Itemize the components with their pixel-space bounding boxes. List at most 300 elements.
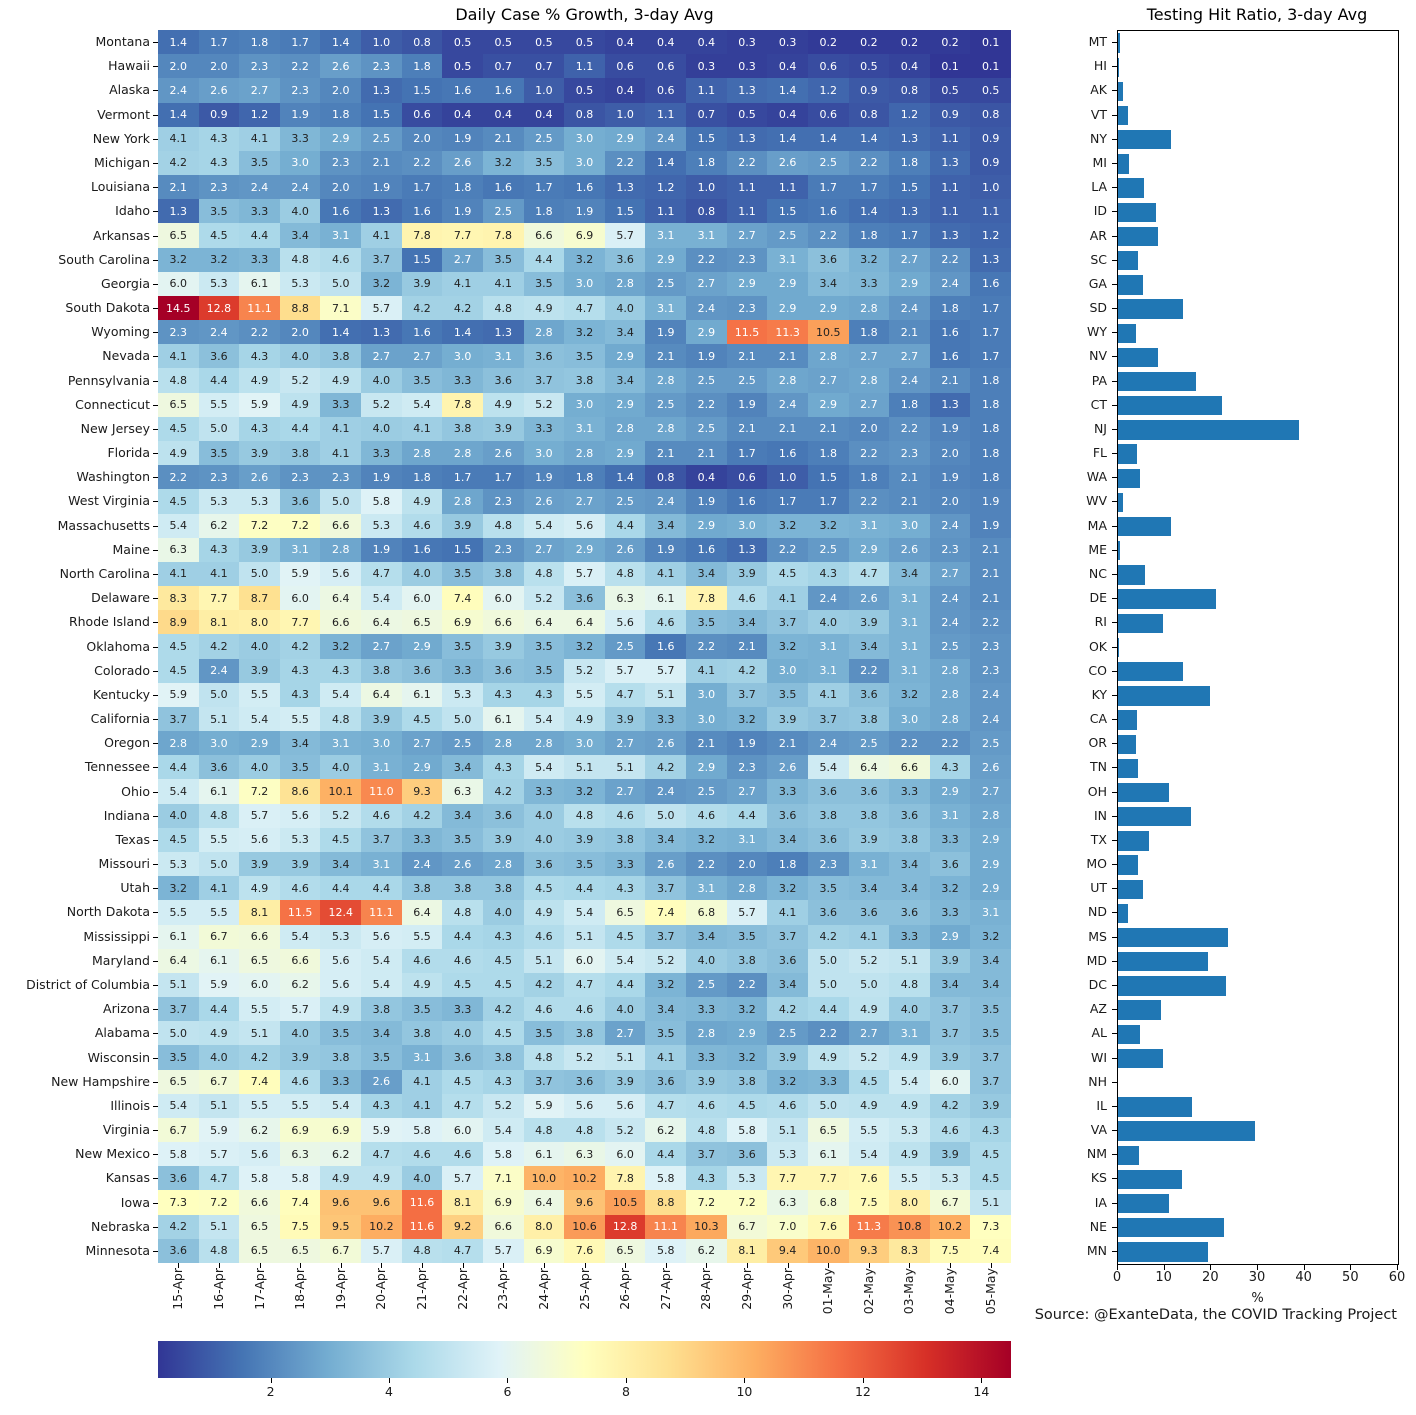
- heatmap-cell: 4.6: [361, 804, 402, 828]
- x-tick: [625, 1263, 626, 1268]
- heatmap-cell: 1.3: [727, 538, 768, 562]
- heatmap-cell: 7.8: [686, 586, 727, 610]
- heatmap-cell: 4.3: [524, 683, 565, 707]
- heatmap-cell: 4.6: [320, 248, 361, 272]
- heatmap-row-label: Louisiana: [90, 179, 150, 195]
- heatmap-cell: 3.9: [239, 538, 280, 562]
- heatmap-cell: 2.2: [727, 973, 768, 997]
- barchart-state-label: CT: [1090, 396, 1107, 412]
- heatmap-cell: 1.7: [483, 465, 524, 489]
- heatmap-cell: 8.9: [158, 610, 199, 634]
- heatmap-cell: 1.3: [483, 320, 524, 344]
- heatmap-row-label: Washington: [76, 469, 150, 485]
- heatmap-date-label: 28-Apr: [698, 1268, 714, 1310]
- heatmap-cell: 2.0: [158, 54, 199, 78]
- heatmap-date-label: 20-Apr: [373, 1268, 389, 1310]
- heatmap-cell: 2.9: [605, 393, 646, 417]
- y-tick: [153, 1154, 158, 1155]
- heatmap-cell: 3.6: [767, 804, 808, 828]
- heatmap-cell: 5.7: [483, 1239, 524, 1263]
- bar: [1118, 1194, 1169, 1213]
- heatmap-cell: 0.2: [930, 30, 971, 54]
- heatmap-cell: 2.9: [930, 925, 971, 949]
- heatmap-cell: 11.5: [280, 900, 321, 924]
- heatmap-cell: 2.4: [158, 78, 199, 102]
- y-tick: [153, 115, 158, 116]
- heatmap-cell: 5.2: [524, 586, 565, 610]
- heatmap-cell: 0.5: [849, 54, 890, 78]
- heatmap-cell: 3.4: [320, 852, 361, 876]
- heatmap-cell: 1.7: [524, 175, 565, 199]
- heatmap-grid: [158, 30, 1011, 1263]
- heatmap-cell: 2.9: [930, 779, 971, 803]
- heatmap-cell: 4.4: [605, 973, 646, 997]
- heatmap-cell: 5.1: [199, 1094, 240, 1118]
- heatmap-cell: 4.1: [402, 1070, 443, 1094]
- heatmap-cell: 6.4: [564, 610, 605, 634]
- heatmap-cell: 3.8: [361, 997, 402, 1021]
- colorbar-tick: [389, 1378, 390, 1383]
- heatmap-cell: 6.5: [158, 1070, 199, 1094]
- barchart-state-label: MN: [1086, 1242, 1107, 1258]
- heatmap-cell: 7.4: [442, 586, 483, 610]
- heatmap-cell: 14.5: [158, 296, 199, 320]
- heatmap-cell: 10.6: [564, 1215, 605, 1239]
- heatmap-cell: 2.9: [320, 127, 361, 151]
- heatmap-cell: 4.0: [199, 1045, 240, 1069]
- heatmap-cell: 5.9: [239, 393, 280, 417]
- heatmap-cell: 5.5: [402, 925, 443, 949]
- barchart-state-label: IN: [1093, 807, 1107, 823]
- heatmap-cell: 4.9: [889, 1045, 930, 1069]
- heatmap-cell: 5.2: [483, 1094, 524, 1118]
- heatmap-cell: 2.7: [727, 223, 768, 247]
- heatmap-cell: 1.0: [970, 175, 1011, 199]
- heatmap-cell: 2.8: [849, 368, 890, 392]
- heatmap-cell: 9.6: [361, 1190, 402, 1214]
- heatmap-cell: 4.2: [483, 997, 524, 1021]
- heatmap-cell: 3.1: [280, 538, 321, 562]
- heatmap-cell: 5.3: [767, 1142, 808, 1166]
- heatmap-cell: 5.5: [564, 683, 605, 707]
- barchart-state-label: MI: [1092, 154, 1107, 170]
- heatmap-cell: 4.9: [402, 973, 443, 997]
- heatmap-cell: 3.2: [199, 248, 240, 272]
- heatmap-cell: 3.1: [686, 876, 727, 900]
- heatmap-cell: 5.4: [808, 755, 849, 779]
- heatmap-cell: 2.5: [808, 151, 849, 175]
- heatmap-cell: 1.9: [442, 127, 483, 151]
- heatmap-cell: 3.5: [199, 199, 240, 223]
- heatmap-cell: 2.9: [808, 393, 849, 417]
- barchart-xtick-label: 40: [1295, 1270, 1312, 1285]
- heatmap-cell: 6.0: [280, 586, 321, 610]
- heatmap-cell: 4.0: [442, 1021, 483, 1045]
- heatmap-cell: 2.6: [483, 441, 524, 465]
- heatmap-cell: 4.3: [686, 1166, 727, 1190]
- heatmap-cell: 3.2: [889, 683, 930, 707]
- heatmap-cell: 3.1: [849, 514, 890, 538]
- heatmap-cell: 1.1: [930, 199, 971, 223]
- heatmap-cell: 1.7: [849, 175, 890, 199]
- heatmap-row-label: Texas: [115, 831, 150, 847]
- y-tick: [153, 1227, 158, 1228]
- heatmap-cell: 3.9: [239, 441, 280, 465]
- heatmap-cell: 5.5: [239, 683, 280, 707]
- x-tick: [950, 1263, 951, 1268]
- heatmap-cell: 3.8: [361, 659, 402, 683]
- heatmap-cell: 1.3: [361, 199, 402, 223]
- heatmap-cell: 2.1: [645, 441, 686, 465]
- bar: [1118, 82, 1123, 101]
- heatmap-cell: 5.6: [361, 925, 402, 949]
- heatmap-cell: 3.3: [686, 997, 727, 1021]
- heatmap-row-label: Oregon: [104, 735, 150, 751]
- heatmap-cell: 5.1: [564, 755, 605, 779]
- heatmap-cell: 3.0: [199, 731, 240, 755]
- heatmap-cell: 4.3: [320, 659, 361, 683]
- heatmap-cell: 2.0: [930, 489, 971, 513]
- heatmap-cell: 4.0: [524, 828, 565, 852]
- bar: [1118, 154, 1129, 173]
- barchart-state-label: AR: [1089, 227, 1107, 243]
- heatmap-cell: 4.2: [280, 634, 321, 658]
- heatmap-cell: 7.1: [320, 296, 361, 320]
- y-tick: [153, 912, 158, 913]
- barchart-state-label: GA: [1088, 275, 1107, 291]
- heatmap-cell: 3.5: [361, 1045, 402, 1069]
- heatmap-cell: 2.9: [727, 272, 768, 296]
- heatmap-cell: 0.7: [483, 54, 524, 78]
- barchart-state-label: VA: [1090, 1122, 1107, 1138]
- heatmap-cell: 6.1: [239, 272, 280, 296]
- heatmap-cell: 0.4: [605, 78, 646, 102]
- heatmap-date-label: 15-Apr: [170, 1268, 186, 1310]
- heatmap-row-label: Kentucky: [92, 686, 150, 702]
- heatmap-cell: 3.1: [767, 248, 808, 272]
- x-tick: [585, 1263, 586, 1268]
- heatmap-cell: 2.2: [808, 1021, 849, 1045]
- heatmap-cell: 1.3: [361, 320, 402, 344]
- heatmap-cell: 5.6: [239, 828, 280, 852]
- heatmap-cell: 1.8: [849, 320, 890, 344]
- heatmap-cell: 5.6: [280, 804, 321, 828]
- heatmap-cell: 3.1: [402, 1045, 443, 1069]
- heatmap-cell: 2.9: [402, 634, 443, 658]
- heatmap-cell: 2.8: [605, 272, 646, 296]
- bar: [1118, 565, 1145, 584]
- heatmap-cell: 2.1: [727, 344, 768, 368]
- bar: [1118, 420, 1299, 439]
- heatmap-cell: 4.3: [199, 538, 240, 562]
- x-tick: [341, 1263, 342, 1268]
- heatmap-cell: 2.1: [686, 731, 727, 755]
- heatmap-cell: 4.7: [361, 562, 402, 586]
- heatmap-date-label: 02-May: [860, 1268, 876, 1315]
- heatmap-cell: 2.6: [645, 731, 686, 755]
- heatmap-cell: 4.9: [320, 997, 361, 1021]
- heatmap-cell: 1.9: [727, 731, 768, 755]
- heatmap-cell: 1.1: [930, 127, 971, 151]
- heatmap-cell: 2.5: [686, 368, 727, 392]
- heatmap-cell: 2.6: [970, 755, 1011, 779]
- x-tick: [422, 1263, 423, 1268]
- heatmap-cell: 3.3: [645, 707, 686, 731]
- heatmap-cell: 3.7: [930, 1021, 971, 1045]
- heatmap-cell: 3.2: [767, 876, 808, 900]
- heatmap-cell: 4.8: [483, 514, 524, 538]
- heatmap-cell: 12.8: [199, 296, 240, 320]
- heatmap-cell: 6.6: [239, 925, 280, 949]
- heatmap-cell: 10.1: [320, 779, 361, 803]
- heatmap-cell: 0.7: [524, 54, 565, 78]
- heatmap-cell: 3.0: [564, 272, 605, 296]
- heatmap-cell: 2.8: [849, 296, 890, 320]
- heatmap-cell: 7.8: [605, 1166, 646, 1190]
- heatmap-cell: 6.4: [524, 610, 565, 634]
- heatmap-cell: 4.4: [320, 876, 361, 900]
- bar: [1118, 1049, 1163, 1068]
- bar: [1118, 348, 1158, 367]
- heatmap-row-label: Maryland: [92, 952, 150, 968]
- heatmap-cell: 6.4: [849, 755, 890, 779]
- heatmap-cell: 4.0: [361, 368, 402, 392]
- heatmap-cell: 2.8: [605, 417, 646, 441]
- heatmap-cell: 1.8: [889, 151, 930, 175]
- heatmap-cell: 1.4: [158, 103, 199, 127]
- heatmap-cell: 2.7: [605, 1021, 646, 1045]
- heatmap-cell: 0.2: [808, 30, 849, 54]
- heatmap-cell: 1.0: [361, 30, 402, 54]
- bar: [1118, 130, 1171, 149]
- y-tick: [153, 453, 158, 454]
- bar: [1118, 1000, 1161, 1019]
- heatmap-cell: 2.9: [849, 538, 890, 562]
- heatmap-cell: 4.6: [402, 514, 443, 538]
- heatmap-cell: 2.5: [686, 973, 727, 997]
- heatmap-cell: 4.6: [280, 1070, 321, 1094]
- heatmap-cell: 4.6: [442, 949, 483, 973]
- heatmap-cell: 5.1: [767, 1118, 808, 1142]
- heatmap-cell: 1.8: [402, 54, 443, 78]
- colorbar: [158, 1341, 1011, 1378]
- heatmap-cell: 3.6: [808, 248, 849, 272]
- heatmap-cell: 9.3: [849, 1239, 890, 1263]
- heatmap-cell: 4.2: [199, 634, 240, 658]
- heatmap-cell: 4.2: [767, 997, 808, 1021]
- heatmap-cell: 1.8: [402, 465, 443, 489]
- heatmap-cell: 1.1: [645, 199, 686, 223]
- heatmap-cell: 2.9: [970, 876, 1011, 900]
- heatmap-cell: 5.6: [239, 1142, 280, 1166]
- heatmap-cell: 1.4: [767, 78, 808, 102]
- heatmap-cell: 4.0: [320, 755, 361, 779]
- heatmap-cell: 7.8: [402, 223, 443, 247]
- heatmap-cell: 2.2: [158, 465, 199, 489]
- heatmap-cell: 6.1: [524, 1142, 565, 1166]
- heatmap-cell: 4.0: [158, 804, 199, 828]
- heatmap-cell: 3.7: [767, 610, 808, 634]
- bar: [1118, 589, 1216, 608]
- heatmap-cell: 8.1: [727, 1239, 768, 1263]
- heatmap-row-label: Illinois: [110, 1097, 150, 1113]
- heatmap-cell: 3.5: [808, 876, 849, 900]
- heatmap-cell: 11.3: [849, 1215, 890, 1239]
- barchart-state-label: CO: [1088, 662, 1107, 678]
- colorbar-tick-label: 14: [973, 1384, 990, 1399]
- heatmap-cell: 5.3: [239, 489, 280, 513]
- heatmap-cell: 6.0: [564, 949, 605, 973]
- heatmap-cell: 1.3: [930, 151, 971, 175]
- bar: [1118, 251, 1138, 270]
- heatmap-cell: 6.5: [605, 900, 646, 924]
- heatmap-cell: 1.6: [930, 344, 971, 368]
- heatmap-cell: 2.8: [930, 683, 971, 707]
- heatmap-cell: 6.0: [158, 272, 199, 296]
- heatmap-cell: 3.4: [442, 804, 483, 828]
- heatmap-cell: 4.0: [524, 804, 565, 828]
- heatmap-cell: 2.9: [645, 248, 686, 272]
- heatmap-cell: 5.3: [280, 272, 321, 296]
- heatmap-cell: 3.0: [767, 659, 808, 683]
- heatmap-cell: 3.9: [849, 610, 890, 634]
- heatmap-cell: 2.5: [605, 489, 646, 513]
- heatmap-cell: 8.1: [199, 610, 240, 634]
- heatmap-cell: 4.5: [524, 876, 565, 900]
- heatmap-cell: 0.5: [524, 30, 565, 54]
- colorbar-tick-label: 6: [503, 1384, 512, 1399]
- heatmap-cell: 2.9: [402, 755, 443, 779]
- heatmap-cell: 5.0: [199, 417, 240, 441]
- heatmap-row-label: Maine: [112, 541, 150, 557]
- heatmap-cell: 6.7: [930, 1190, 971, 1214]
- heatmap-cell: 0.4: [686, 30, 727, 54]
- heatmap-cell: 2.9: [970, 852, 1011, 876]
- heatmap-cell: 7.6: [564, 1239, 605, 1263]
- heatmap-cell: 3.5: [524, 659, 565, 683]
- barchart-state-label: DE: [1089, 590, 1107, 606]
- heatmap-cell: 4.5: [402, 707, 443, 731]
- heatmap-cell: 1.7: [199, 30, 240, 54]
- heatmap-cell: 3.9: [727, 562, 768, 586]
- heatmap-cell: 4.8: [199, 1239, 240, 1263]
- heatmap-cell: 5.7: [239, 804, 280, 828]
- heatmap-cell: 2.1: [645, 344, 686, 368]
- heatmap-cell: 6.6: [320, 514, 361, 538]
- heatmap-cell: 6.3: [767, 1190, 808, 1214]
- bar: [1118, 517, 1171, 536]
- heatmap-cell: 0.1: [970, 30, 1011, 54]
- heatmap-cell: 1.4: [767, 127, 808, 151]
- heatmap-cell: 3.2: [808, 514, 849, 538]
- heatmap-cell: 2.7: [849, 344, 890, 368]
- heatmap-cell: 2.1: [889, 489, 930, 513]
- barchart-state-label: SD: [1089, 300, 1107, 316]
- heatmap-cell: 4.0: [280, 1021, 321, 1045]
- heatmap-cell: 2.9: [970, 828, 1011, 852]
- heatmap-cell: 3.6: [849, 779, 890, 803]
- bar: [1118, 1097, 1192, 1116]
- heatmap-cell: 1.6: [320, 199, 361, 223]
- y-tick: [153, 767, 158, 768]
- heatmap-cell: 3.0: [280, 151, 321, 175]
- heatmap-cell: 2.3: [889, 441, 930, 465]
- heatmap-cell: 1.4: [320, 320, 361, 344]
- heatmap-cell: 2.4: [280, 175, 321, 199]
- heatmap-cell: 2.6: [361, 1070, 402, 1094]
- heatmap-date-label: 27-Apr: [657, 1268, 673, 1310]
- heatmap-date-label: 22-Apr: [454, 1268, 470, 1310]
- heatmap-cell: 4.1: [320, 417, 361, 441]
- heatmap-cell: 5.1: [199, 1215, 240, 1239]
- heatmap-cell: 4.8: [524, 1118, 565, 1142]
- heatmap-cell: 3.6: [605, 248, 646, 272]
- barchart-xtick-label: 0: [1112, 1270, 1122, 1285]
- x-tick: [260, 1263, 261, 1268]
- heatmap-cell: 4.6: [564, 997, 605, 1021]
- heatmap-cell: 7.2: [239, 779, 280, 803]
- heatmap-cell: 4.1: [767, 900, 808, 924]
- heatmap-cell: 3.4: [442, 755, 483, 779]
- heatmap-row-label: Wyoming: [91, 324, 150, 340]
- heatmap-cell: 1.3: [361, 78, 402, 102]
- heatmap-cell: 1.1: [686, 78, 727, 102]
- heatmap-row-label: South Carolina: [58, 251, 150, 267]
- heatmap-cell: 6.1: [808, 1142, 849, 1166]
- heatmap-cell: 4.5: [849, 1070, 890, 1094]
- heatmap-cell: 3.8: [849, 707, 890, 731]
- y-tick: [153, 501, 158, 502]
- heatmap-cell: 5.6: [564, 1094, 605, 1118]
- heatmap-cell: 2.4: [402, 852, 443, 876]
- x-tick: [909, 1263, 910, 1268]
- heatmap-cell: 4.8: [686, 1118, 727, 1142]
- barchart-state-label: HI: [1093, 58, 1107, 74]
- heatmap-cell: 4.4: [645, 1142, 686, 1166]
- heatmap-cell: 12.4: [320, 900, 361, 924]
- heatmap-cell: 4.4: [605, 514, 646, 538]
- heatmap-cell: 4.9: [808, 1045, 849, 1069]
- heatmap-cell: 3.6: [483, 804, 524, 828]
- heatmap-row-label: South Dakota: [65, 300, 150, 316]
- heatmap-cell: 2.2: [686, 393, 727, 417]
- heatmap-cell: 3.4: [767, 828, 808, 852]
- heatmap-cell: 3.1: [320, 731, 361, 755]
- heatmap-cell: 2.0: [280, 320, 321, 344]
- heatmap-cell: 7.4: [970, 1239, 1011, 1263]
- heatmap-cell: 6.2: [280, 973, 321, 997]
- heatmap-cell: 6.2: [686, 1239, 727, 1263]
- heatmap-cell: 3.1: [483, 344, 524, 368]
- heatmap-cell: 5.3: [442, 683, 483, 707]
- heatmap-cell: 0.1: [970, 54, 1011, 78]
- heatmap-cell: 5.3: [361, 514, 402, 538]
- heatmap-row-label: Tennessee: [84, 759, 150, 775]
- heatmap-cell: 3.1: [889, 1021, 930, 1045]
- heatmap-cell: 1.9: [361, 175, 402, 199]
- heatmap-cell: 3.7: [524, 1070, 565, 1094]
- bar: [1118, 880, 1143, 899]
- heatmap-cell: 4.8: [199, 804, 240, 828]
- heatmap-row-label: Nevada: [102, 348, 150, 364]
- heatmap-cell: 3.7: [524, 368, 565, 392]
- y-tick: [153, 187, 158, 188]
- heatmap-cell: 4.0: [402, 562, 443, 586]
- heatmap-cell: 5.4: [158, 779, 199, 803]
- y-tick: [153, 90, 158, 91]
- heatmap-cell: 3.1: [361, 852, 402, 876]
- heatmap-cell: 6.1: [645, 586, 686, 610]
